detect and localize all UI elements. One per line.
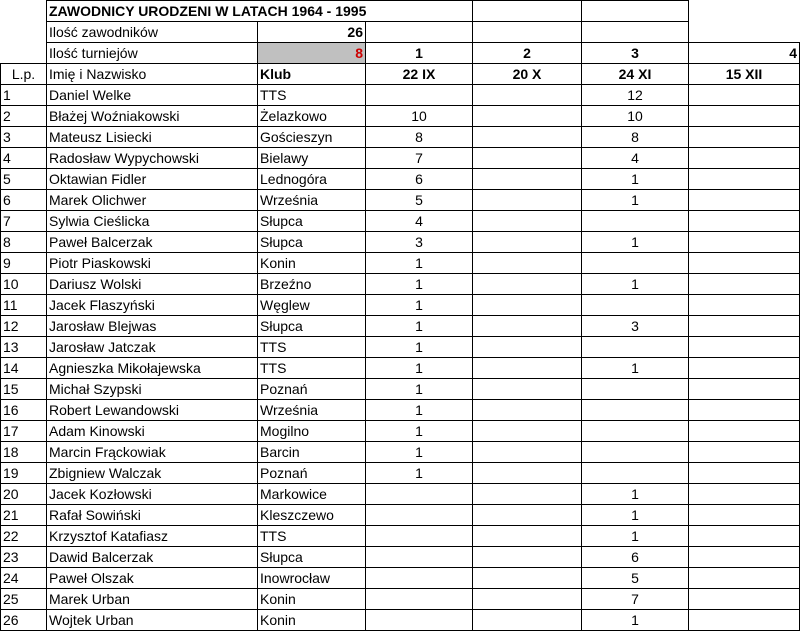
row-club: Słupca: [258, 232, 366, 253]
tournament-number-1: 1: [366, 43, 473, 64]
row-name: Marek Olichwer: [47, 190, 258, 211]
row-score-4: [689, 547, 800, 568]
row-score-4: [689, 379, 800, 400]
row-score-1: [366, 589, 473, 610]
row-lp: 9: [1, 253, 47, 274]
row-score-2: [473, 568, 582, 589]
row-club: Brzeźno: [258, 274, 366, 295]
row-score-2: [473, 505, 582, 526]
row-name: Radosław Wypychowski: [47, 148, 258, 169]
title-row: [1, 1, 800, 22]
row-score-4: [689, 421, 800, 442]
row-club: TTS: [258, 337, 366, 358]
row-name: Marek Urban: [47, 589, 258, 610]
row-lp: 7: [1, 211, 47, 232]
row-score-3: [582, 211, 689, 232]
table-row: [1, 400, 800, 421]
row-lp: 24: [1, 568, 47, 589]
table-row: [1, 568, 800, 589]
row-club: Słupca: [258, 211, 366, 232]
row-score-2: [473, 190, 582, 211]
row-score-3: [582, 253, 689, 274]
row-score-3: 4: [582, 148, 689, 169]
table-row: [1, 106, 800, 127]
row-lp: 21: [1, 505, 47, 526]
row-score-4: [689, 127, 800, 148]
row-lp: 13: [1, 337, 47, 358]
row-score-4: [689, 85, 800, 106]
header-date-4: 15 XII: [689, 64, 800, 85]
row-score-3: 3: [582, 316, 689, 337]
row-lp: 3: [1, 127, 47, 148]
tournament-number-4: 4: [689, 43, 800, 64]
row-lp: 8: [1, 232, 47, 253]
table-row: [1, 337, 800, 358]
row-score-3: 12: [582, 85, 689, 106]
row-score-3: 1: [582, 232, 689, 253]
row-club: Mogilno: [258, 421, 366, 442]
row-lp: 5: [1, 169, 47, 190]
row-score-2: [473, 148, 582, 169]
row-score-1: 6: [366, 169, 473, 190]
row-score-4: [689, 253, 800, 274]
players-count-label: Ilość zawodników: [47, 22, 258, 43]
row-club: Węglew: [258, 295, 366, 316]
row-lp: 1: [1, 85, 47, 106]
row-name: Oktawian Fidler: [47, 169, 258, 190]
row-score-1: 1: [366, 253, 473, 274]
row-name: Wojtek Urban: [47, 610, 258, 631]
row-score-2: [473, 169, 582, 190]
row-lp: 4: [1, 148, 47, 169]
row-score-4: [689, 169, 800, 190]
row-score-1: 8: [366, 127, 473, 148]
row-score-1: [366, 505, 473, 526]
row-score-1: [366, 568, 473, 589]
row-score-1: [366, 85, 473, 106]
row-score-3: 1: [582, 190, 689, 211]
table-row: [1, 85, 800, 106]
row-score-2: [473, 232, 582, 253]
row-name: Dariusz Wolski: [47, 274, 258, 295]
header-row: [1, 64, 800, 85]
table-row: [1, 610, 800, 631]
row-score-1: [366, 484, 473, 505]
row-name: Marcin Frąckowiak: [47, 442, 258, 463]
row-score-1: 10: [366, 106, 473, 127]
row-score-4: [689, 358, 800, 379]
players-count-value: 26: [258, 22, 366, 43]
players-count-row: [1, 22, 800, 43]
row-score-2: [473, 106, 582, 127]
table-row: [1, 358, 800, 379]
row-lp: 16: [1, 400, 47, 421]
row-score-4: [689, 211, 800, 232]
row-name: Agnieszka Mikołajewska: [47, 358, 258, 379]
row-score-1: 1: [366, 421, 473, 442]
row-score-4: [689, 505, 800, 526]
row-score-3: [582, 400, 689, 421]
row-score-3: [582, 463, 689, 484]
row-score-4: [689, 589, 800, 610]
row-name: Jacek Flaszyński: [47, 295, 258, 316]
row-lp: 18: [1, 442, 47, 463]
row-lp: 20: [1, 484, 47, 505]
table-row: [1, 505, 800, 526]
row-score-3: 1: [582, 358, 689, 379]
row-lp: 11: [1, 295, 47, 316]
row-name: Mateusz Lisiecki: [47, 127, 258, 148]
table-row: [1, 148, 800, 169]
table-row: [1, 169, 800, 190]
row-score-1: 1: [366, 400, 473, 421]
table-row: [1, 274, 800, 295]
row-club: TTS: [258, 526, 366, 547]
row-score-1: 1: [366, 358, 473, 379]
row-club: TTS: [258, 358, 366, 379]
row-club: Poznań: [258, 379, 366, 400]
row-club: Gościeszyn: [258, 127, 366, 148]
table-row: [1, 379, 800, 400]
row-score-4: [689, 568, 800, 589]
row-score-3: 5: [582, 568, 689, 589]
header-name: Imię i Nazwisko: [47, 64, 258, 85]
row-score-2: [473, 85, 582, 106]
table-row: [1, 295, 800, 316]
row-score-2: [473, 400, 582, 421]
row-score-3: 1: [582, 169, 689, 190]
table-row: [1, 442, 800, 463]
row-name: Błażej Woźniakowski: [47, 106, 258, 127]
row-lp: 10: [1, 274, 47, 295]
row-score-2: [473, 442, 582, 463]
row-score-3: 1: [582, 484, 689, 505]
row-club: Września: [258, 190, 366, 211]
row-score-1: 4: [366, 211, 473, 232]
row-score-1: [366, 547, 473, 568]
row-score-2: [473, 316, 582, 337]
row-score-3: 1: [582, 610, 689, 631]
table-row: [1, 463, 800, 484]
row-score-3: 7: [582, 589, 689, 610]
row-name: Jarosław Jatczak: [47, 337, 258, 358]
row-club: Barcin: [258, 442, 366, 463]
row-name: Sylwia Cieślicka: [47, 211, 258, 232]
row-lp: 6: [1, 190, 47, 211]
row-score-3: 6: [582, 547, 689, 568]
row-lp: 23: [1, 547, 47, 568]
table-row: [1, 526, 800, 547]
row-club: Bielawy: [258, 148, 366, 169]
row-score-3: 10: [582, 106, 689, 127]
tournaments-count-value: 8: [258, 43, 366, 64]
row-club: Poznań: [258, 463, 366, 484]
row-score-1: 1: [366, 337, 473, 358]
row-club: Kleszczewo: [258, 505, 366, 526]
table-row: [1, 547, 800, 568]
row-score-4: [689, 316, 800, 337]
row-score-3: [582, 442, 689, 463]
table-row: [1, 421, 800, 442]
row-score-3: [582, 337, 689, 358]
row-score-3: 1: [582, 274, 689, 295]
row-lp: 19: [1, 463, 47, 484]
row-name: Jacek Kozłowski: [47, 484, 258, 505]
row-score-4: [689, 337, 800, 358]
row-score-1: [366, 526, 473, 547]
header-club: Klub: [258, 64, 366, 85]
row-name: Dawid Balcerzak: [47, 547, 258, 568]
row-name: Paweł Balcerzak: [47, 232, 258, 253]
row-score-2: [473, 295, 582, 316]
row-lp: 17: [1, 421, 47, 442]
row-score-1: 1: [366, 379, 473, 400]
row-name: Rafał Sowiński: [47, 505, 258, 526]
table-row: [1, 316, 800, 337]
row-lp: 12: [1, 316, 47, 337]
row-club: Słupca: [258, 547, 366, 568]
row-name: Krzysztof Katafiasz: [47, 526, 258, 547]
row-score-1: 1: [366, 316, 473, 337]
header-date-3: 24 XI: [582, 64, 689, 85]
table-row: [1, 253, 800, 274]
row-score-2: [473, 253, 582, 274]
row-score-4: [689, 442, 800, 463]
row-score-2: [473, 421, 582, 442]
row-score-3: 1: [582, 526, 689, 547]
row-name: Jarosław Blejwas: [47, 316, 258, 337]
row-score-2: [473, 610, 582, 631]
row-score-2: [473, 547, 582, 568]
row-club: Lednogóra: [258, 169, 366, 190]
row-score-1: 1: [366, 274, 473, 295]
row-name: Paweł Olszak: [47, 568, 258, 589]
table-row: [1, 589, 800, 610]
row-club: Markowice: [258, 484, 366, 505]
row-score-2: [473, 127, 582, 148]
row-score-1: 1: [366, 442, 473, 463]
tournaments-count-row: [1, 43, 800, 64]
row-name: Piotr Piaskowski: [47, 253, 258, 274]
row-lp: 14: [1, 358, 47, 379]
row-club: Konin: [258, 610, 366, 631]
row-name: Michał Szypski: [47, 379, 258, 400]
row-score-2: [473, 211, 582, 232]
row-score-4: [689, 526, 800, 547]
row-score-4: [689, 232, 800, 253]
row-score-1: 3: [366, 232, 473, 253]
row-name: Adam Kinowski: [47, 421, 258, 442]
row-score-2: [473, 274, 582, 295]
row-score-4: [689, 274, 800, 295]
table-row: [1, 190, 800, 211]
row-score-4: [689, 148, 800, 169]
table-row: [1, 127, 800, 148]
row-score-1: 7: [366, 148, 473, 169]
sheet-title: ZAWODNICY URODZENI W LATACH 1964 - 1995: [47, 1, 473, 22]
header-date-2: 20 X: [473, 64, 582, 85]
tournaments-count-label: Ilość turniejów: [47, 43, 258, 64]
row-lp: 25: [1, 589, 47, 610]
row-score-4: [689, 610, 800, 631]
row-club: TTS: [258, 85, 366, 106]
row-score-3: 1: [582, 505, 689, 526]
table-row: [1, 232, 800, 253]
row-club: Września: [258, 400, 366, 421]
row-score-4: [689, 295, 800, 316]
table-row: [1, 484, 800, 505]
row-score-1: [366, 610, 473, 631]
row-lp: 22: [1, 526, 47, 547]
row-club: Żelazkowo: [258, 106, 366, 127]
row-club: Konin: [258, 253, 366, 274]
row-score-2: [473, 589, 582, 610]
row-lp: 15: [1, 379, 47, 400]
row-score-2: [473, 358, 582, 379]
row-score-3: [582, 421, 689, 442]
table-row: [1, 211, 800, 232]
row-score-4: [689, 106, 800, 127]
header-lp: L.p.: [1, 64, 47, 85]
header-date-1: 22 IX: [366, 64, 473, 85]
row-score-2: [473, 484, 582, 505]
row-score-4: [689, 400, 800, 421]
row-name: Daniel Welke: [47, 85, 258, 106]
row-score-4: [689, 484, 800, 505]
row-score-3: [582, 379, 689, 400]
row-score-2: [473, 526, 582, 547]
tournament-number-3: 3: [582, 43, 689, 64]
row-score-1: 5: [366, 190, 473, 211]
row-lp: 26: [1, 610, 47, 631]
row-score-4: [689, 463, 800, 484]
row-score-4: [689, 190, 800, 211]
row-score-2: [473, 463, 582, 484]
row-score-3: 8: [582, 127, 689, 148]
tournament-number-2: 2: [473, 43, 582, 64]
row-score-2: [473, 379, 582, 400]
row-score-3: [582, 295, 689, 316]
row-name: Zbigniew Walczak: [47, 463, 258, 484]
row-lp: 2: [1, 106, 47, 127]
row-club: Konin: [258, 589, 366, 610]
row-score-2: [473, 337, 582, 358]
row-club: Słupca: [258, 316, 366, 337]
row-name: Robert Lewandowski: [47, 400, 258, 421]
row-club: Inowrocław: [258, 568, 366, 589]
row-score-1: 1: [366, 463, 473, 484]
row-score-1: 1: [366, 295, 473, 316]
